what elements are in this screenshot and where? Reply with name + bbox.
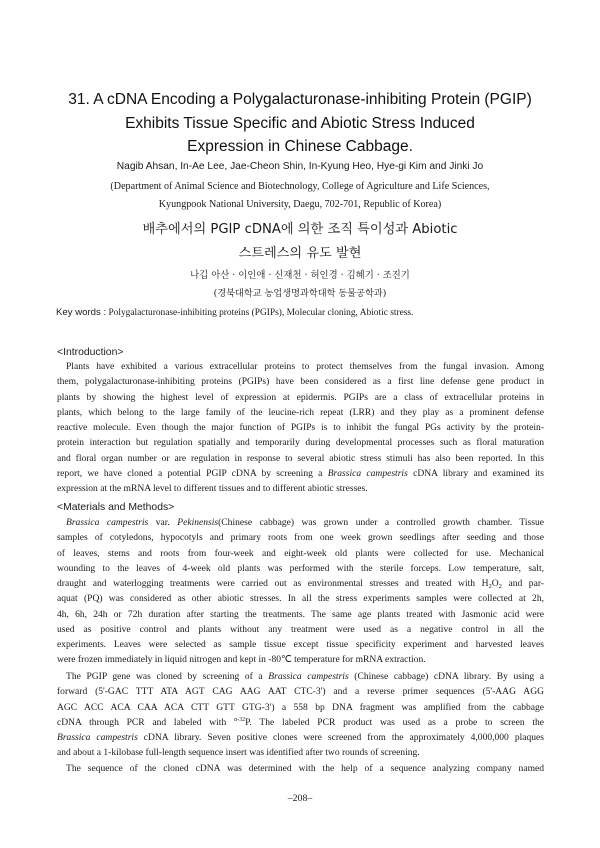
page-number: –208– bbox=[287, 793, 313, 804]
methods-line bbox=[57, 576, 544, 591]
methods-line: samples of cotyledons, hypocotyls and primary roots from one week grown seedlings after seeding and those bbox=[57, 532, 544, 544]
intro-line: Plants have exhibited a various extracellular proteins to protect themselves from the fungal invasion. Among bbox=[66, 361, 544, 372]
methods-line: aquat (PQ) was considered as other abiotic stresses. In all the stress experiments samples were collected at 2h, bbox=[57, 593, 544, 605]
methods-line: were frozen immediately in liquid nitrogen and kept in -80℃ temperature for mRNA extraction. bbox=[57, 654, 426, 666]
methods-line-text: library. Seven positive clones were screened from the approximately 4,000,000 plaques bbox=[174, 732, 544, 743]
species-name: Brassica campestris bbox=[268, 671, 349, 682]
introduction-paragraph bbox=[57, 359, 544, 496]
methods-line-text: (Chinese cabbage) was grown under a controlled growth chamber. Tissue bbox=[218, 517, 544, 528]
korean-authors: 나깁 아산 · 이인애 · 신재천 · 허인경 · 김혜기 · 조진기 bbox=[190, 270, 410, 281]
korean-title-line-2: 스트레스의 유도 발현 bbox=[238, 246, 362, 261]
methods-line bbox=[57, 669, 544, 684]
methods-line: used as positive control and plants without any treatment were used as a negative control in all the bbox=[57, 623, 544, 635]
korean-title-line-1: 배추에서의 PGIP cDNA에 의한 조직 특이성과 Abiotic bbox=[142, 222, 458, 237]
paper-title bbox=[40, 88, 560, 159]
methods-line: of leaves, stems and roots from four-week and eight-week old plants were collected for use. Mechanical bbox=[57, 547, 544, 559]
methods-line-text: (Chinese cabbage) cDNA library. By using a bbox=[354, 671, 544, 682]
methods-heading: <Materials and Methods> bbox=[57, 502, 175, 513]
methods-line-text: and par- bbox=[508, 578, 544, 589]
intro-line-text: report, we have cloned a potential PGIP cDNA by screening a bbox=[57, 467, 323, 479]
intro-line-text: cDNA library and examined its bbox=[413, 467, 545, 479]
formula-part: H bbox=[481, 578, 489, 589]
methods-line: forward (5'-GAC TTT ATA AGT CAG AAG AAT CTC-3') and a reverse primer sequences (5'-AAG AGG bbox=[57, 686, 544, 698]
intro-line: and floral organ number or are regulation in response to several abiotic stress stimuli has also been reported. In this bbox=[57, 452, 544, 464]
methods-paragraph-1 bbox=[57, 515, 544, 668]
methods-line-text: draught and waterlogging treatments were carried out as environmental stresses and treated with bbox=[57, 578, 476, 589]
methods-line: AGC ACC ACA CAA ACA CTT GTT GTG-3') a 558 bp DNA fragment was amplified from the cabbage bbox=[57, 701, 544, 713]
methods-line: experiments. Leaves were selected as sample tissue except tissue specificity experiment and harvested leaves bbox=[57, 639, 544, 650]
keywords-text: Polygalacturonase-inhibiting proteins (PGIPs), Molecular cloning, Abiotic stress. bbox=[108, 308, 414, 318]
introduction-heading: <Introduction> bbox=[57, 347, 124, 358]
affiliation-line-1: (Department of Animal Science and Biotechnology, College of Agriculture and Life Sciences, bbox=[110, 181, 490, 192]
intro-line: expression at the mRNA level to different tissues and to different abiotic stresses. bbox=[57, 483, 368, 494]
methods-line-text: The PGIP gene was cloned by screening of a bbox=[66, 671, 263, 682]
methods-paragraph-2 bbox=[57, 669, 544, 761]
methods-line: 4h, 6h, 24h or 72h duration after starting the treatments. The same age plants treated with Jasmonic acid were bbox=[57, 608, 544, 620]
methods-line-text: cDNA bbox=[143, 732, 169, 743]
h2o2-formula bbox=[482, 578, 502, 589]
formula-subscript: 2 bbox=[488, 583, 492, 590]
intro-line: plants, which belong to the large family of the leucine-rich repeat (LRR) and they play as a prominent defense bbox=[57, 406, 544, 418]
affiliation-line-2: Kyungpook National University, Daegu, 702-701, Republic of Korea) bbox=[158, 199, 442, 210]
species-name: Brassica campestris bbox=[66, 517, 149, 528]
intro-line: reactive molecule. Even though the major function of PGIPs is to inhibit the fungal PGs activity by the protein- bbox=[57, 422, 544, 433]
formula-subscript: 2 bbox=[498, 583, 502, 590]
methods-line bbox=[57, 715, 544, 730]
affiliation bbox=[30, 178, 570, 214]
species-name: Brassica campestris bbox=[57, 732, 138, 743]
intro-line: them, polygalacturonase-inhibiting proteins (PGIPs) have been considered as a first line defense gene product in bbox=[57, 376, 544, 388]
keywords bbox=[56, 307, 413, 318]
methods-line bbox=[57, 515, 544, 530]
korean-affiliation: (경북대학교 농업생명과학대학 동물공학과) bbox=[213, 288, 387, 299]
methods-line-text: cDNA through PCR and labeled with bbox=[57, 716, 227, 728]
title-line-2: Exhibits Tissue Specific and Abiotic Stress Induced bbox=[125, 114, 475, 132]
title-line-3: Expression in Chinese Cabbage. bbox=[187, 138, 413, 155]
methods-line bbox=[57, 730, 544, 745]
methods-line: The sequence of the cloned cDNA was determined with the help of a sequence analyzing company named bbox=[66, 763, 544, 774]
intro-line: plants by showing the highest level of expression at epidermis. PGIPs are a class of extracellular proteins in bbox=[57, 391, 544, 403]
isotope-superscript: α-32 bbox=[234, 716, 246, 723]
korean-title bbox=[40, 218, 560, 266]
methods-line-text: var. bbox=[155, 517, 170, 528]
authors: Nagib Ahsan, In-Ae Lee, Jae-Cheon Shin, In-Kyung Heo, Hye-gi Kim and Jinki Jo bbox=[116, 161, 484, 172]
keywords-label: Key words : bbox=[56, 307, 107, 318]
intro-line bbox=[57, 466, 544, 481]
methods-paragraph-3 bbox=[57, 761, 544, 776]
methods-line-text: P. The labeled PCR product was used as a probe to screen the bbox=[245, 716, 545, 728]
formula-part: O bbox=[491, 578, 499, 589]
species-name: Brassica campestris bbox=[327, 467, 408, 479]
methods-line: wounding to the leaves of 4-week old plants was performed with the sterile forceps. Low temperature, salt, bbox=[57, 562, 544, 574]
methods-line: and about a 1-kilobase full-length sequence insert was identified after two rounds of screening. bbox=[57, 747, 420, 759]
title-line-1: 31. A cDNA Encoding a Polygalacturonase-inhibiting Protein (PGIP) bbox=[68, 91, 532, 108]
variety-name: Pekinensis bbox=[177, 517, 219, 528]
intro-line: protein interaction but regulation spatially and temporarily during developmental processes such as floral maturation bbox=[57, 437, 544, 449]
